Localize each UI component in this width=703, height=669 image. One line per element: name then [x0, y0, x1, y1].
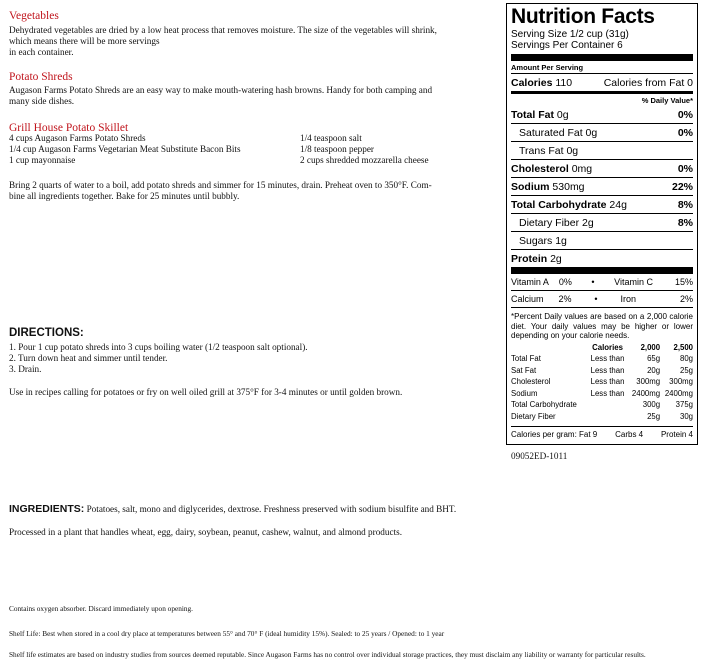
dv-table-cell: Cholesterol — [511, 377, 551, 387]
direction-step: 2. Turn down heat and simmer until tender. — [9, 353, 168, 364]
ingredients-line — [9, 504, 504, 515]
nutrient-label: Trans Fat — [519, 144, 564, 157]
nutrient-amount: 2g — [582, 216, 594, 229]
nutrient-amount: 0g — [556, 108, 569, 121]
recipe-steps — [9, 180, 504, 202]
nutrient-row — [511, 178, 693, 195]
dv-table-cell: 2400mg — [631, 388, 661, 398]
nutrient-row — [511, 250, 693, 267]
nutrient-label: Sodium — [511, 180, 550, 193]
daily-value-table — [511, 342, 693, 423]
dv-table-cell: Total Fat — [511, 354, 541, 364]
dv-table-cell: 300g — [642, 400, 661, 410]
dv-table-cell: Total Carbohydrate — [511, 400, 577, 410]
vitamin-row-2 — [511, 291, 693, 307]
nutrient-label: Protein — [511, 252, 548, 265]
nutrient-label: Saturated Fat — [519, 126, 583, 139]
disclaimer-note: Shelf life estimates are based on industry studies from sources deemed reputable. Since Augason Farms has no control over individual storage practices, they must disclaim any liability or warranty for particular results. — [9, 650, 646, 659]
divider-thick — [511, 267, 693, 274]
shreds-line: many side dishes. — [9, 96, 75, 107]
nutrient-dv: 0% — [677, 162, 693, 175]
nutrient-amount: 2g — [550, 252, 562, 265]
dv-head-cell: 2,500 — [673, 342, 693, 352]
recipe-ingredient: 2 cups shredded mozzarella cheese — [300, 155, 429, 166]
nutrient-label: Cholesterol — [511, 162, 569, 175]
vegetables-line: which means there will be more servings — [9, 36, 160, 47]
nutrient-label: Total Carbohydrate — [511, 198, 607, 211]
dv-head-cell — [511, 342, 588, 354]
divider-thick — [511, 54, 693, 61]
dv-table-cell: Less than — [590, 377, 625, 387]
nutrient-amount: 24g — [609, 198, 627, 211]
iron-label: Iron — [620, 294, 636, 304]
nutrient-amount: 1g — [555, 234, 567, 247]
calories-value: 110 — [555, 76, 573, 89]
vegetables-line: Dehydrated vegetables are dried by a low heat process that removes moisture. The size of the vegetables will shrink, — [9, 25, 437, 35]
recipe-ingredient: 1 cup mayonnaise — [9, 155, 76, 166]
nutrient-label: Sugars — [519, 234, 553, 247]
nutrient-dv: 0% — [677, 108, 693, 121]
calories-per-gram — [511, 427, 693, 439]
vitamin-c-label: Vitamin C — [614, 277, 653, 287]
recipe-step: bine all ingredients together. Bake for 25 minutes until bubbly. — [9, 191, 240, 202]
dv-head-cell: Calories — [592, 342, 623, 352]
nutrient-row — [511, 214, 693, 231]
nutrition-title: Nutrition Facts — [511, 5, 655, 28]
dv-table-row — [511, 376, 693, 388]
calories-row — [511, 74, 693, 91]
dv-table-cell: Less than — [590, 365, 625, 375]
ingredients-label: INGREDIENTS: — [9, 503, 85, 515]
footnote: *Percent Daily values are based on a 2,000 calorie diet. Your daily values may be higher or lower depending on your calorie needs. — [511, 312, 693, 340]
dv-table-row — [511, 399, 693, 411]
nutrient-amount: 0g — [585, 126, 598, 139]
dv-table-cell: 30g — [679, 411, 693, 421]
dv-table-cell: 65g — [647, 354, 661, 364]
dv-table-cell: Dietary Fiber — [511, 411, 556, 421]
recipe-ingredients-right — [300, 133, 500, 167]
dv-table-row — [511, 365, 693, 377]
calories-label: Calories — [511, 76, 553, 89]
direction-step: 1. Pour 1 cup potato shreds into 3 cups boiling water (1/2 teaspoon salt optional). — [9, 342, 308, 352]
vegetables-line: in each container. — [9, 47, 74, 58]
recipe-ingredient: 1/8 teaspoon pepper — [300, 144, 374, 155]
shreds-line: Augason Farms Potato Shreds are an easy way to make mouth-watering hash browns. Handy for both camping and — [9, 85, 433, 95]
recipe-step: Bring 2 quarts of water to a boil, add potato shreds and simmer for 15 minutes, drain. Preheat oven to 350°F. Com- — [9, 180, 432, 190]
servings-per-container: Servings Per Container 6 — [511, 40, 623, 51]
nutrient-label: Dietary Fiber — [519, 216, 580, 229]
dv-table-cell: 375g — [675, 400, 693, 410]
nutrition-facts-panel — [506, 3, 698, 445]
directions-note: Use in recipes calling for potatoes or fry on well oiled grill at 375°F for 3-4 minutes or until golden brown. — [9, 387, 403, 397]
dv-table-cell: Less than — [590, 354, 625, 364]
oxygen-absorber-note: Contains oxygen absorber. Discard immediately upon opening. — [9, 604, 194, 613]
dv-table-cell: 20g — [647, 365, 661, 375]
nutrient-row — [511, 196, 693, 213]
product-code: 09052ED-1011 — [511, 451, 568, 461]
nutrient-row — [511, 106, 693, 123]
vitamin-a-label: Vitamin A — [511, 277, 549, 287]
nutrient-dv: 22% — [671, 180, 693, 193]
allergen-statement: Processed in a plant that handles wheat, egg, dairy, soybean, peanut, cashew, walnut, and almond products. — [9, 527, 402, 537]
dv-table-row — [511, 388, 693, 400]
iron-value: 2% — [679, 294, 693, 304]
dv-table-cell: 80g — [679, 354, 693, 364]
cal-per-gram-carbs: Carbs 4 — [615, 430, 644, 439]
dv-head-cell: 2,000 — [640, 342, 661, 352]
vitamin-a-value: 0% — [558, 277, 572, 287]
bullet: • — [594, 294, 598, 304]
vegetables-text — [9, 25, 499, 59]
directions-heading: DIRECTIONS: — [9, 327, 84, 339]
vitamin-c-value: 15% — [674, 277, 693, 287]
recipe-heading: Grill House Potato Skillet — [9, 122, 129, 134]
dv-table-cell: Sat Fat — [511, 365, 537, 375]
nutrient-amount: 530mg — [552, 180, 585, 193]
nutrient-row — [511, 232, 693, 249]
amount-per-serving: Amount Per Serving — [511, 62, 584, 72]
nutrient-row — [511, 160, 693, 177]
nutrient-amount: 0g — [566, 144, 579, 157]
dv-table-header — [511, 342, 693, 354]
calories-from-fat: Calories from Fat 0 — [603, 76, 693, 89]
dv-table-row — [511, 353, 693, 365]
dv-table-cell: 25g — [647, 411, 661, 421]
recipe-ingredient: 4 cups Augason Farms Potato Shreds — [9, 133, 146, 143]
nutrient-label: Total Fat — [511, 108, 554, 121]
dv-table-cell: Less than — [590, 388, 625, 398]
nutrient-dv: 0% — [677, 126, 693, 139]
nutrient-dv: 8% — [677, 198, 693, 211]
dv-table-cell: 300mg — [636, 377, 661, 387]
dv-table-cell: 25g — [679, 365, 693, 375]
bullet: • — [591, 277, 595, 287]
cal-per-gram-fat: Calories per gram: Fat 9 — [511, 430, 598, 439]
potato-shreds-heading: Potato Shreds — [9, 71, 73, 83]
ingredients-text: Potatoes, salt, mono and diglycerides, dextrose. Freshness preserved with sodium bisulfite and BHT. — [86, 504, 457, 514]
dv-table-cell: 300mg — [669, 377, 693, 387]
dv-table-cell: 2400mg — [664, 388, 693, 398]
vitamin-row-1 — [511, 274, 693, 290]
nutrient-rows — [511, 106, 693, 267]
shelf-life-note: Shelf Life: Best when stored in a cool dry place at temperatures between 55° and 70° F (ideal humidity 15%). Sealed: to 25 years / Opened: to 1 year — [9, 629, 445, 638]
direction-step: 3. Drain. — [9, 364, 42, 375]
directions-steps — [9, 342, 499, 376]
dv-table-cell — [588, 399, 627, 411]
dv-table-cell: Sodium — [511, 388, 538, 398]
nutrient-dv: 8% — [677, 216, 693, 229]
recipe-ingredients-left — [9, 133, 289, 167]
daily-value-header: % Daily Value* — [641, 95, 693, 105]
recipe-ingredient: 1/4 cup Augason Farms Vegetarian Meat Substitute Bacon Bits — [9, 144, 241, 155]
recipe-ingredient: 1/4 teaspoon salt — [300, 133, 362, 143]
nutrient-row — [511, 124, 693, 141]
potato-shreds-text — [9, 85, 499, 107]
dv-table-row — [511, 411, 693, 423]
cal-per-gram-protein: Protein 4 — [660, 430, 693, 439]
nutrient-amount: 0mg — [571, 162, 593, 175]
vegetables-heading: Vegetables — [9, 10, 59, 22]
serving-size: Serving Size 1/2 cup (31g) — [511, 29, 629, 40]
nutrient-row — [511, 142, 693, 159]
dv-table-cell — [588, 411, 627, 423]
calcium-value: 2% — [558, 294, 572, 304]
calcium-label: Calcium — [511, 294, 544, 304]
